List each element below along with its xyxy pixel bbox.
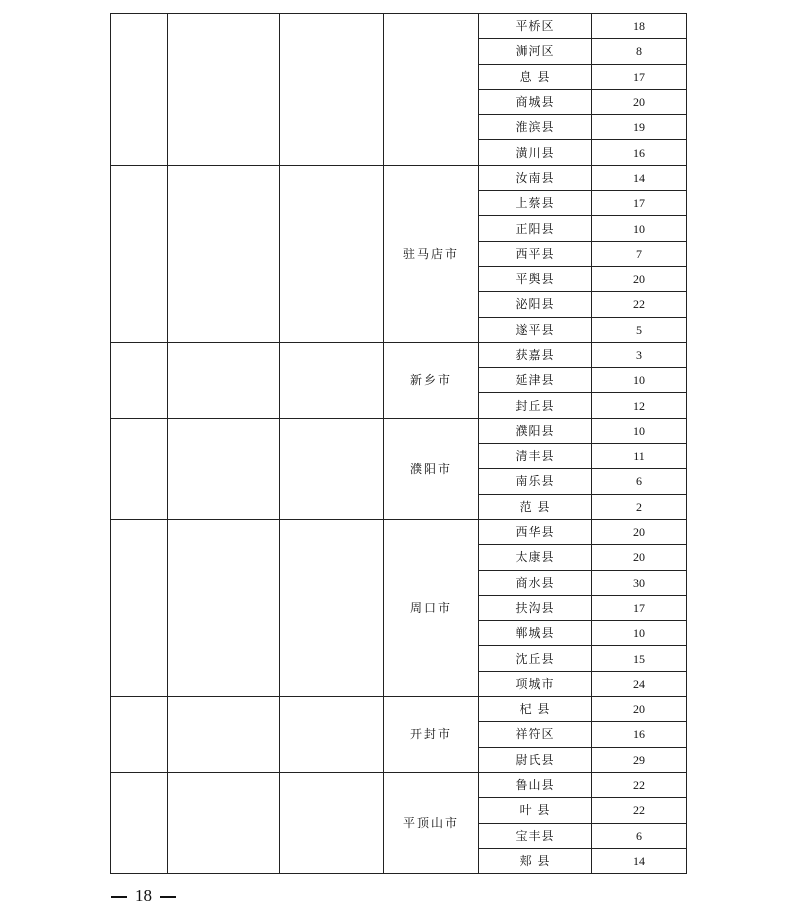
count-cell: 7 (592, 241, 687, 266)
county-cell: 正阳县 (479, 216, 592, 241)
table-row (111, 418, 687, 443)
count-cell: 6 (592, 823, 687, 848)
county-cell: 平桥区 (479, 14, 592, 39)
blank-cell-col-c (280, 342, 384, 418)
count-cell: 10 (592, 368, 687, 393)
county-cell: 平舆县 (479, 266, 592, 291)
table-row (111, 772, 687, 797)
count-cell: 19 (592, 115, 687, 140)
county-cell: 上蔡县 (479, 191, 592, 216)
blank-cell-col-a (111, 14, 168, 166)
table-body (111, 14, 687, 874)
county-cell: 淮滨县 (479, 115, 592, 140)
count-cell: 16 (592, 140, 687, 165)
count-cell: 6 (592, 469, 687, 494)
county-cell: 浉河区 (479, 39, 592, 64)
city-cell: 濮阳市 (384, 418, 479, 519)
count-cell: 15 (592, 646, 687, 671)
county-cell: 鲁山县 (479, 772, 592, 797)
county-allocation-table (110, 13, 687, 874)
count-cell: 17 (592, 64, 687, 89)
city-cell: 周口市 (384, 519, 479, 696)
table-row (111, 165, 687, 190)
city-cell (384, 14, 479, 166)
blank-cell-col-c (280, 772, 384, 873)
county-cell: 息 县 (479, 64, 592, 89)
blank-cell-col-c (280, 697, 384, 773)
count-cell: 10 (592, 621, 687, 646)
county-cell: 西华县 (479, 519, 592, 544)
county-cell: 商水县 (479, 570, 592, 595)
county-cell: 商城县 (479, 89, 592, 114)
count-cell: 29 (592, 747, 687, 772)
table-row (111, 697, 687, 722)
count-cell: 12 (592, 393, 687, 418)
blank-cell-col-a (111, 165, 168, 342)
blank-cell-col-c (280, 418, 384, 519)
count-cell: 20 (592, 697, 687, 722)
county-cell: 宝丰县 (479, 823, 592, 848)
table-row (111, 342, 687, 367)
table-row (111, 14, 687, 39)
count-cell: 20 (592, 519, 687, 544)
county-cell: 叶 县 (479, 798, 592, 823)
county-cell: 南乐县 (479, 469, 592, 494)
blank-cell-col-b (168, 165, 280, 342)
count-cell: 17 (592, 191, 687, 216)
footer-dash-right (160, 896, 176, 897)
county-cell: 范 县 (479, 494, 592, 519)
count-cell: 14 (592, 848, 687, 873)
count-cell: 20 (592, 89, 687, 114)
count-cell: 20 (592, 545, 687, 570)
count-cell: 16 (592, 722, 687, 747)
count-cell: 8 (592, 39, 687, 64)
county-cell: 郸城县 (479, 621, 592, 646)
city-cell: 开封市 (384, 697, 479, 773)
city-cell: 驻马店市 (384, 165, 479, 342)
count-cell: 24 (592, 671, 687, 696)
county-cell: 封丘县 (479, 393, 592, 418)
county-cell: 汝南县 (479, 165, 592, 190)
blank-cell-col-c (280, 519, 384, 696)
county-cell: 杞 县 (479, 697, 592, 722)
count-cell: 22 (592, 798, 687, 823)
blank-cell-col-c (280, 14, 384, 166)
blank-cell-col-b (168, 342, 280, 418)
county-cell: 泌阳县 (479, 292, 592, 317)
count-cell: 22 (592, 292, 687, 317)
count-cell: 5 (592, 317, 687, 342)
table-row (111, 519, 687, 544)
blank-cell-col-b (168, 697, 280, 773)
blank-cell-col-b (168, 14, 280, 166)
county-cell: 获嘉县 (479, 342, 592, 367)
county-cell: 西平县 (479, 241, 592, 266)
county-cell: 尉氏县 (479, 747, 592, 772)
county-cell: 潢川县 (479, 140, 592, 165)
blank-cell-col-b (168, 772, 280, 873)
county-cell: 祥符区 (479, 722, 592, 747)
county-cell: 沈丘县 (479, 646, 592, 671)
count-cell: 18 (592, 14, 687, 39)
count-cell: 2 (592, 494, 687, 519)
county-cell: 清丰县 (479, 444, 592, 469)
count-cell: 10 (592, 418, 687, 443)
count-cell: 11 (592, 444, 687, 469)
count-cell: 14 (592, 165, 687, 190)
county-cell: 郏 县 (479, 848, 592, 873)
blank-cell-col-c (280, 165, 384, 342)
page-number: 18 (135, 886, 152, 905)
blank-cell-col-a (111, 519, 168, 696)
county-cell: 扶沟县 (479, 595, 592, 620)
county-cell: 延津县 (479, 368, 592, 393)
count-cell: 20 (592, 266, 687, 291)
footer-dash-left (111, 896, 127, 897)
county-cell: 遂平县 (479, 317, 592, 342)
county-cell: 太康县 (479, 545, 592, 570)
city-cell: 平顶山市 (384, 772, 479, 873)
count-cell: 10 (592, 216, 687, 241)
city-cell: 新乡市 (384, 342, 479, 418)
blank-cell-col-b (168, 418, 280, 519)
count-cell: 22 (592, 772, 687, 797)
blank-cell-col-a (111, 418, 168, 519)
blank-cell-col-a (111, 342, 168, 418)
count-cell: 17 (592, 595, 687, 620)
county-cell: 濮阳县 (479, 418, 592, 443)
count-cell: 30 (592, 570, 687, 595)
blank-cell-col-a (111, 697, 168, 773)
blank-cell-col-a (111, 772, 168, 873)
blank-cell-col-b (168, 519, 280, 696)
page-footer (111, 886, 184, 906)
county-cell: 项城市 (479, 671, 592, 696)
count-cell: 3 (592, 342, 687, 367)
